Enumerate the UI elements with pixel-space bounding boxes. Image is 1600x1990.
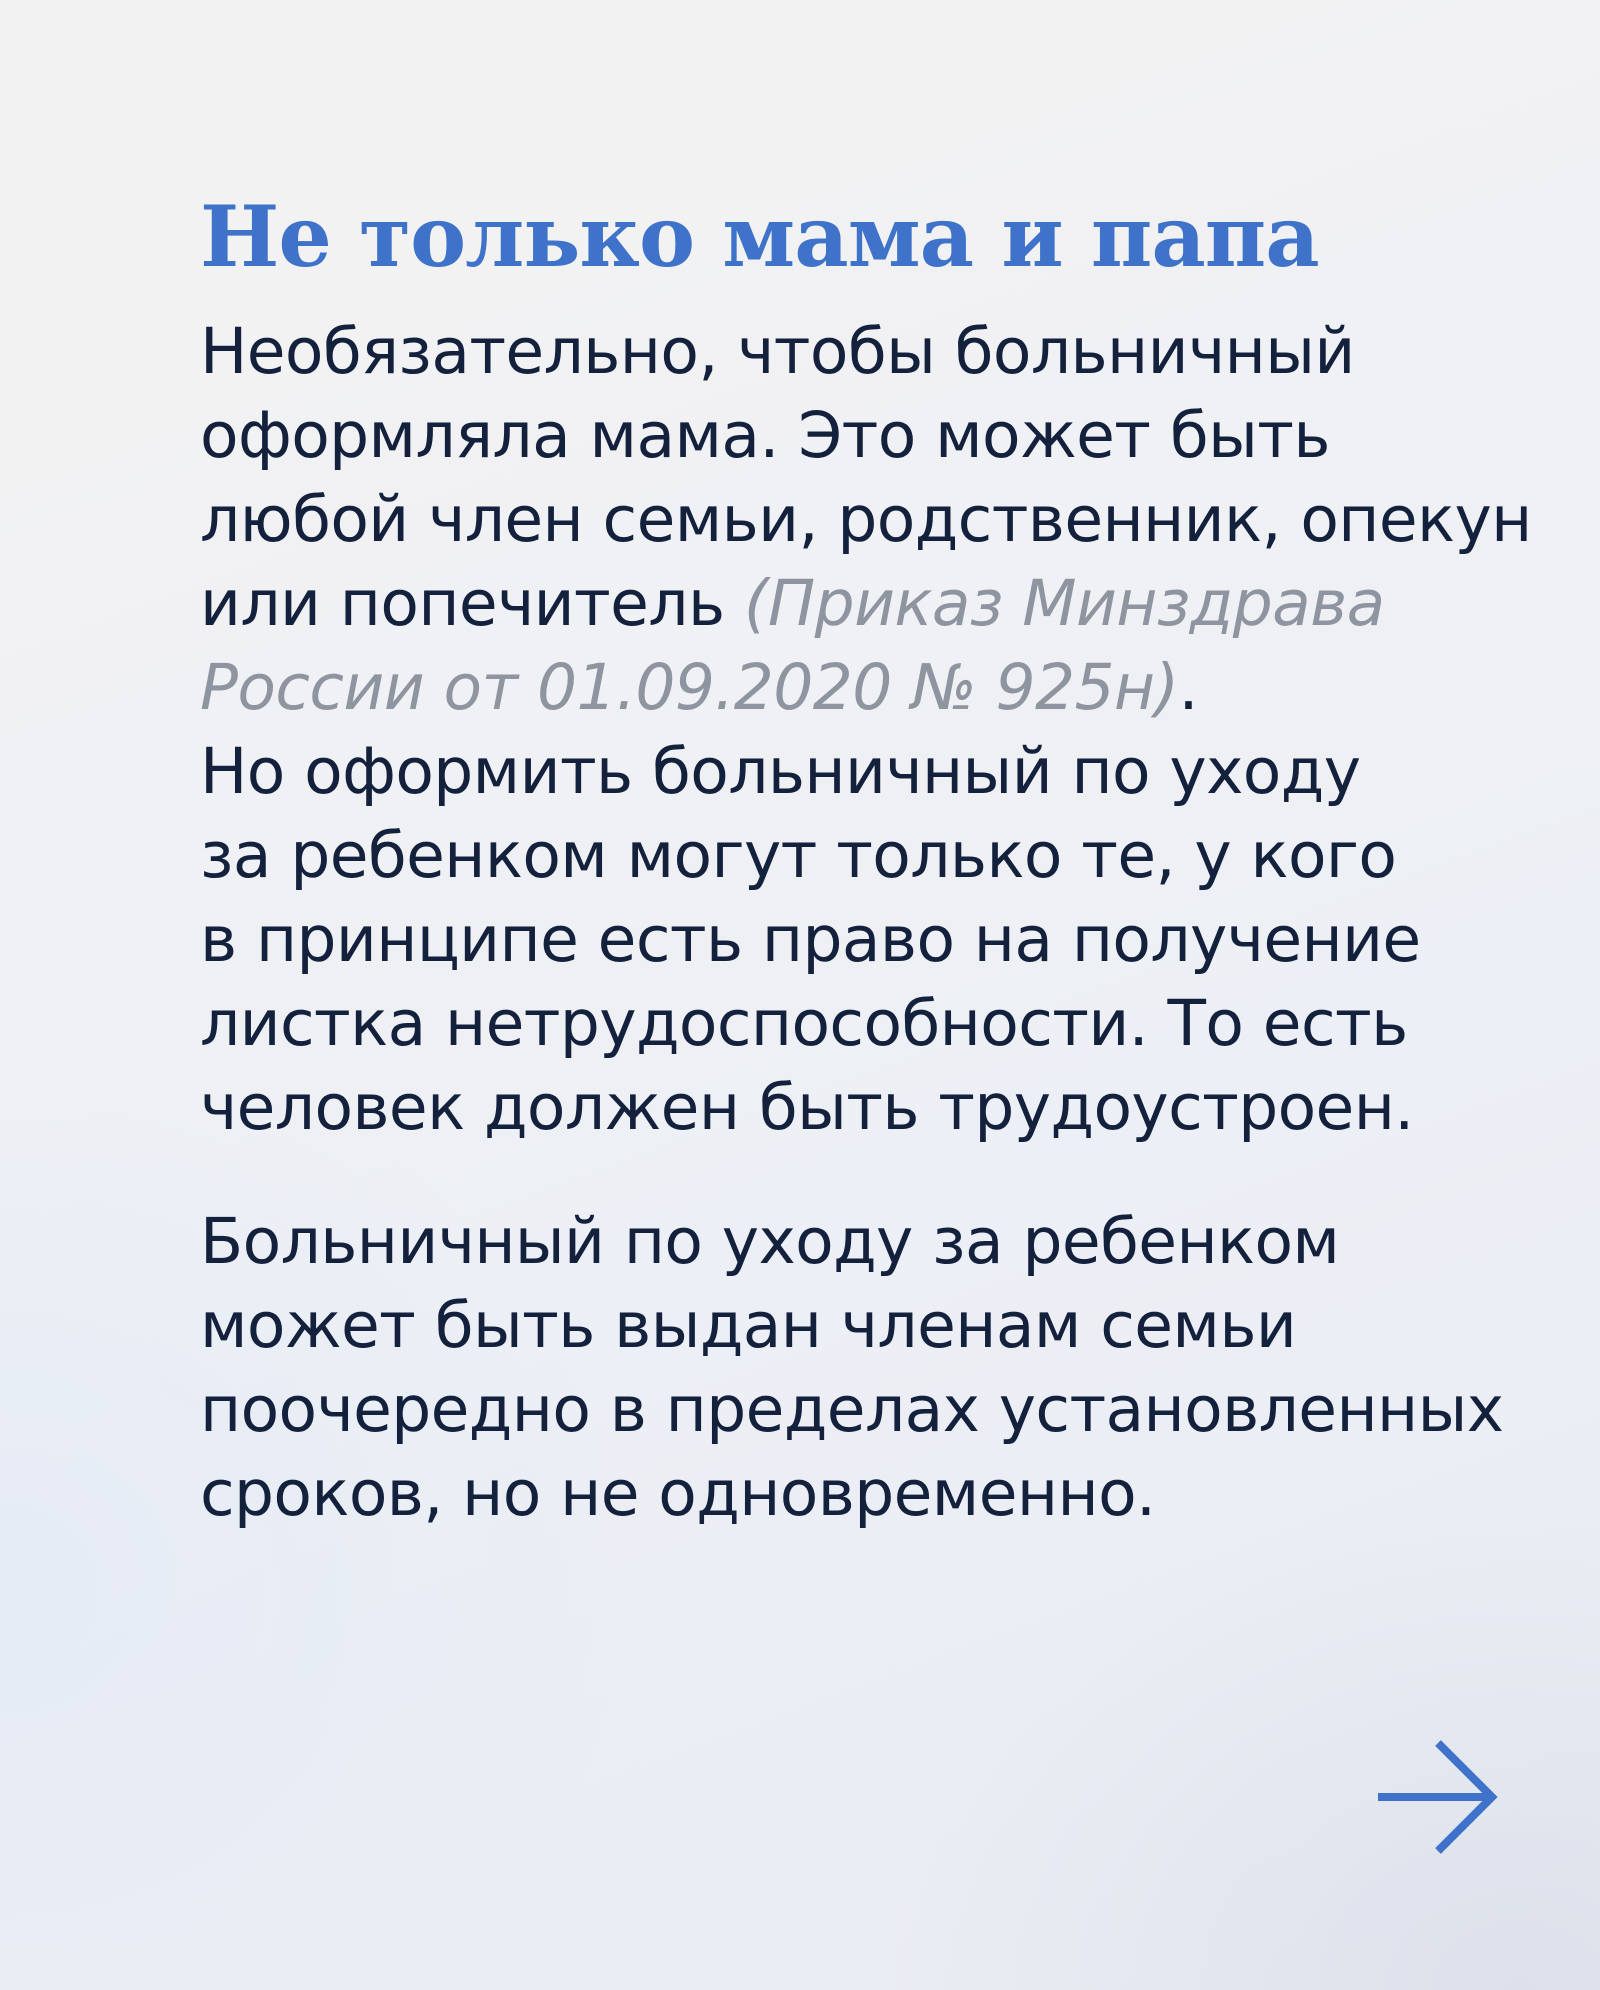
paragraph-2-line: поочередно в пределах установленных [200,1373,1504,1446]
paragraph-1-line: в принципе есть право на получение [200,903,1421,976]
reference-period: . [1178,651,1198,724]
legal-reference: России от 01.09.2020 № 925н) [200,651,1179,724]
paragraph-1-line: любой член семьи, родственник, опекун [200,483,1532,556]
paragraph-2 [200,1200,1504,1536]
legal-reference: (Приказ Минздрава [743,567,1385,640]
paragraph-2-line: сроков, но не одновременно. [200,1457,1156,1530]
paragraph-1-line: оформляла мама. Это может быть [200,399,1330,472]
next-slide-button[interactable] [1372,1737,1502,1857]
paragraph-1-line-with-reference [200,646,1500,730]
content-card [200,182,1532,1536]
paragraph-1-line: человек должен быть трудоустроен. [200,1071,1414,1144]
paragraph-1-line: листка нетрудоспособности. То есть [200,987,1408,1060]
page-title: Не только мама и папа [200,187,1319,286]
paragraph-1-line-text: или попечитель [200,567,744,640]
paragraph-1-line: Необязательно, чтобы больничный [200,315,1355,388]
arrow-right-icon [1372,1737,1502,1857]
paragraph-1-line: Но оформить больничный по уходу [200,735,1361,808]
paragraph-1 [200,310,1532,1150]
paragraph-2-line: может быть выдан членам семьи [200,1289,1297,1362]
paragraph-2-line: Больничный по уходу за ребенком [200,1205,1340,1278]
paragraph-1-line-with-reference [200,562,1500,646]
paragraph-1-line: за ребенком могут только те, у кого [200,819,1397,892]
